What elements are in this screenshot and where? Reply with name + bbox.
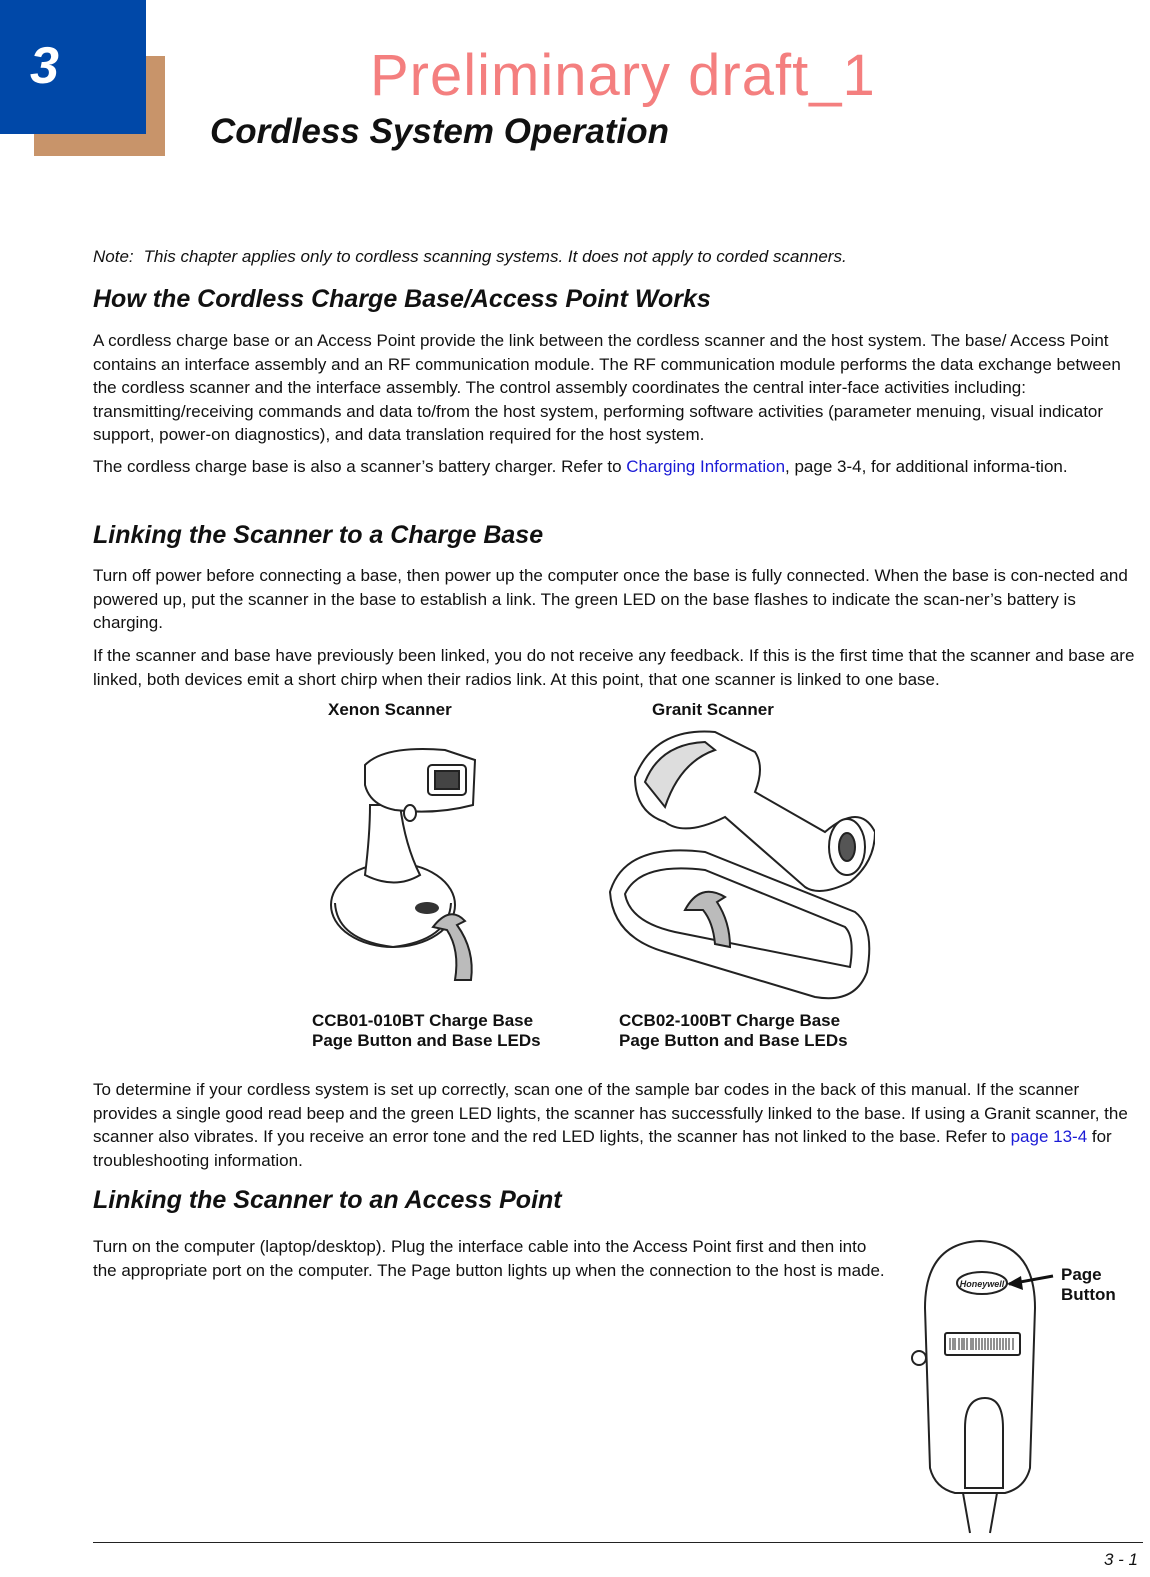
text-run: , page 3-4, for additional informa-tion. (785, 457, 1068, 476)
section1-paragraph-1: A cordless charge base or an Access Point provide the link between the cordless scanner and the host system. The base/ Access Point contains an interface assembly and an RF communication module. The RF communication module performs the data exchange between the cordless scanner and the interface assembly. The control assembly coordinates the central inter-face activities including: transmitting/receiving commands and data to/from the host system, performing software activities (parameter menuing, visual indicator support, power-on diagnostics), and data translation required for the host system. (93, 331, 1121, 444)
text-run: To determine if your cordless system is set up correctly, scan one of the sample bar codes in the back of this manual. If the scanner provides a single good read beep and the green LED lights, the scanner has successfully linked to the base. If using a Granit scanner, the scanner also vibrates. If you receive an error tone and the red LED lights, the scanner has not linked to the base. Refer to (93, 1080, 1128, 1146)
section2-paragraph-2: If the scanner and base have previously been linked, you do not receive any feedback. If this is the first time that the scanner and base are linked, both devices emit a short chirp when their radios link. At this point, that one scanner is linked to one base. (93, 646, 1135, 689)
section-heading-charge-base-works: How the Cordless Charge Base/Access Point Works (93, 285, 711, 313)
ccb01-caption (312, 1011, 541, 1051)
page-button-callout (1061, 1265, 1116, 1305)
ccb01-caption-line-1: CCB01-010BT Charge Base (312, 1011, 534, 1030)
xenon-scanner-label: Xenon Scanner (328, 700, 452, 719)
section1-paragraph-2 (93, 455, 1138, 479)
text-run: The cordless charge base is also a scanner’s battery charger. Refer to (93, 457, 627, 476)
draft-watermark: Preliminary draft_1 (370, 43, 876, 108)
granit-scanner-label: Granit Scanner (652, 700, 774, 719)
section2-paragraph-3 (93, 1078, 1138, 1172)
chapter-number-tab (0, 0, 146, 134)
access-point-illustration (905, 1238, 1055, 1538)
chapter-title: Cordless System Operation (210, 112, 670, 151)
xenon-scanner-illustration (325, 725, 485, 985)
granit-scanner-illustration (605, 722, 875, 1012)
page-number: 3 - 1 (1103, 1550, 1138, 1569)
text-run: for troubleshooting information. (93, 1127, 1112, 1170)
ccb02-caption-line-2: Page Button and Base LEDs (619, 1031, 848, 1050)
page-button-callout-line-2: Button (1061, 1285, 1116, 1304)
ccb01-caption-line-2: Page Button and Base LEDs (312, 1031, 541, 1050)
chapter-number: 3 (30, 37, 59, 95)
chapter-note (93, 247, 847, 267)
ccb02-caption-line-1: CCB02-100BT Charge Base (619, 1011, 841, 1030)
ccb02-caption (619, 1011, 848, 1051)
section3-paragraph-1: Turn on the computer (laptop/desktop). Plug the interface cable into the Access Point first and then into the appropriate port on the computer. The Page button lights up when the connection to the host is made. (93, 1237, 885, 1280)
charging-information-link[interactable]: Charging Information (626, 457, 786, 476)
section-heading-linking-charge-base: Linking the Scanner to a Charge Base (93, 521, 544, 549)
section-heading-linking-access-point: Linking the Scanner to an Access Point (93, 1186, 562, 1214)
note-text: This chapter applies only to cordless scanning systems. It does not apply to corded scanners. (143, 247, 847, 266)
footer-rule (93, 1542, 1143, 1543)
section2-paragraph-1: Turn off power before connecting a base, then power up the computer once the base is fully connected. When the base is con-nected and powered up, put the scanner in the base to establish a link. The green LED on the base flashes to indicate the scan-ner’s battery is charging. (93, 566, 1128, 632)
access-point-brand: Honeywell (959, 1279, 1005, 1289)
page-13-4-link[interactable]: page 13-4 (1010, 1127, 1088, 1146)
page-button-callout-line-1: Page (1061, 1265, 1102, 1284)
note-label: Note: (93, 247, 134, 266)
